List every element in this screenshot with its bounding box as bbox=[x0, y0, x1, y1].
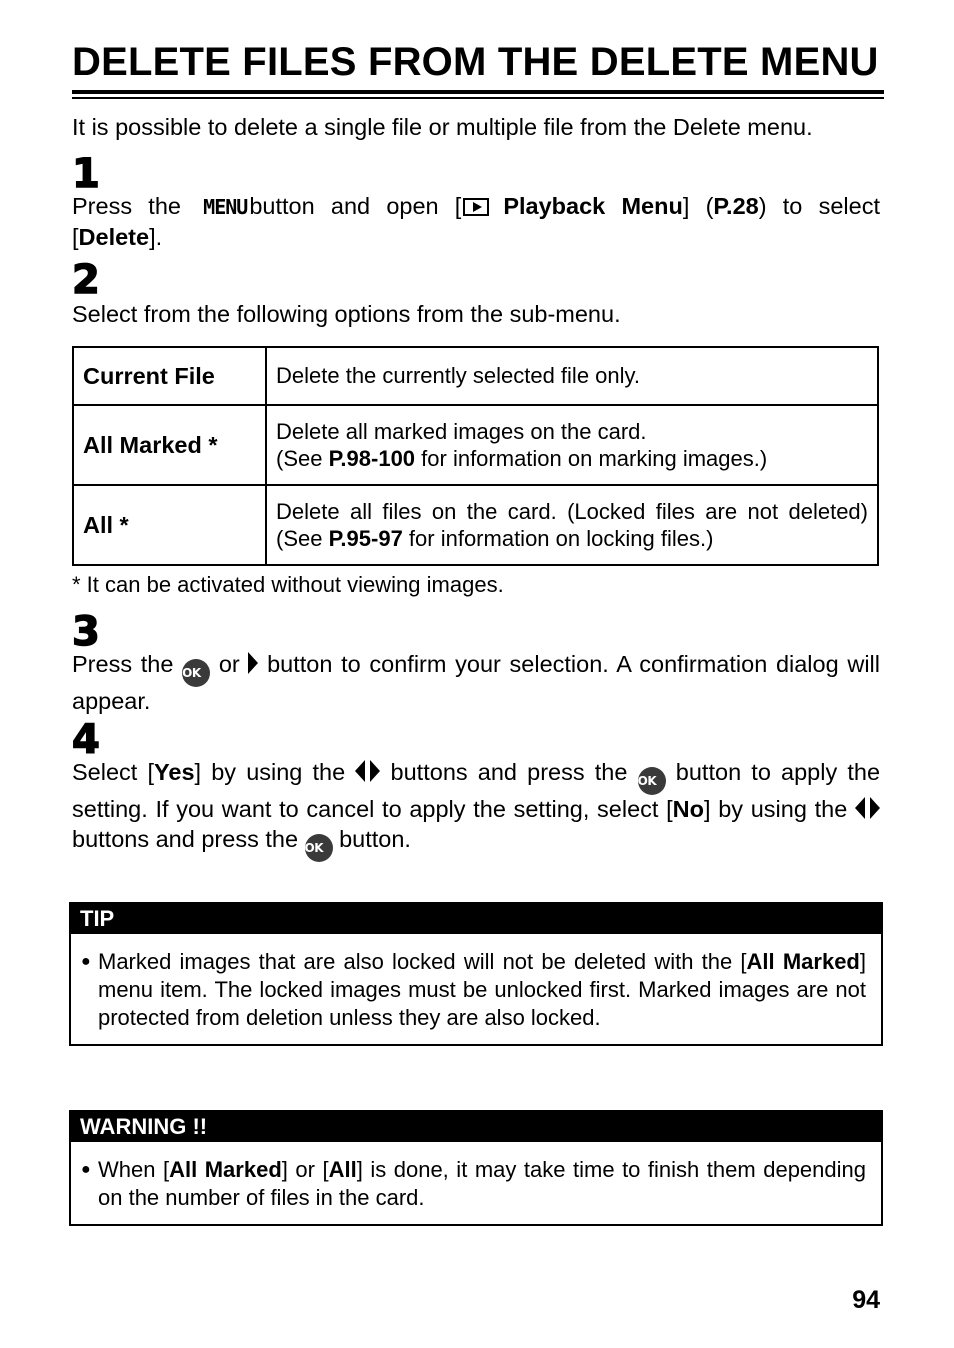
left-arrow-icon bbox=[355, 760, 365, 782]
step-4-text-f: buttons and press the bbox=[72, 825, 299, 852]
tip-text-bold: All Marked bbox=[746, 949, 860, 974]
step-4-text bbox=[72, 758, 880, 862]
warning-header: WARNING !! bbox=[71, 1112, 881, 1142]
option-name: All * bbox=[73, 485, 266, 565]
footnote: * It can be activated without viewing images. bbox=[72, 572, 504, 597]
bullet-icon: ● bbox=[81, 1161, 91, 1178]
warning-text-bold-1: All Marked bbox=[169, 1157, 282, 1182]
left-arrow-icon bbox=[855, 797, 865, 819]
option-desc bbox=[266, 485, 878, 565]
tip-box bbox=[69, 902, 883, 1046]
title-underline-thin bbox=[72, 97, 884, 99]
step-3-text bbox=[72, 650, 880, 717]
step-4-number: 4 bbox=[72, 717, 98, 763]
step-1-text-a: Press the bbox=[72, 193, 181, 219]
yes-label: Yes bbox=[154, 759, 195, 785]
option-name: All Marked * bbox=[73, 405, 266, 485]
warning-text-d: ] is done, it may take time to finish them depending on the number of files in the card. bbox=[98, 1157, 866, 1210]
step-1-text-e: ]. bbox=[149, 223, 163, 250]
ok-button-icon: OK bbox=[305, 834, 333, 862]
step-2-text: Select from the following options from the sub-menu. bbox=[72, 301, 621, 327]
step-4-text-b: ] by using the bbox=[194, 759, 346, 785]
page-title: DELETE FILES FROM THE DELETE MENU bbox=[72, 40, 879, 84]
table-row bbox=[73, 405, 878, 485]
tip-text bbox=[98, 948, 866, 1032]
step-1-text-d: ) to select [ bbox=[72, 193, 880, 250]
step-3-number: 3 bbox=[72, 609, 98, 655]
tip-header: TIP bbox=[71, 904, 881, 934]
option-desc-line: Delete all marked images on the card. bbox=[276, 418, 647, 444]
warning-text-bold-2: All bbox=[328, 1157, 357, 1182]
table-row bbox=[73, 485, 878, 565]
warning-box bbox=[69, 1110, 883, 1226]
playback-icon bbox=[463, 198, 489, 216]
step-2-number: 2 bbox=[72, 257, 98, 303]
intro-text: It is possible to delete a single file or multiple file from the Delete menu. bbox=[72, 114, 813, 140]
step-1-text-c: ] ( bbox=[682, 193, 714, 219]
ok-button-icon: OK bbox=[638, 767, 666, 795]
option-desc-post: for information on locking files.) bbox=[402, 526, 714, 551]
page-ref-p95-97: P.95-97 bbox=[328, 526, 403, 551]
page-ref-p28: P.28 bbox=[713, 193, 759, 219]
option-name: Current File bbox=[73, 347, 266, 405]
delete-item-label: Delete bbox=[78, 223, 150, 250]
tip-text-post: ] menu item. The locked images must be unlocked first. Marked images are not protected from deletion unless they are also locked. bbox=[98, 949, 867, 1030]
page-number: 94 bbox=[852, 1286, 880, 1314]
step-3-text-a: Press the bbox=[72, 651, 174, 677]
warning-body bbox=[71, 1142, 881, 1224]
step-1-text-b: button and open [ bbox=[249, 193, 462, 219]
step-3-text-b: or bbox=[218, 651, 240, 677]
title-underline bbox=[72, 90, 884, 94]
bullet-icon: ● bbox=[81, 953, 91, 970]
option-desc-post: for information on marking images.) bbox=[415, 446, 768, 471]
tip-body bbox=[71, 934, 881, 1044]
no-label: No bbox=[672, 796, 704, 822]
step-4-text-d: button to apply the setting. If you want to cancel to apply the setting, select [ bbox=[72, 759, 881, 822]
right-arrow-icon bbox=[248, 652, 258, 674]
step-4-text-a: Select [ bbox=[72, 759, 154, 785]
step-4-text-g: button. bbox=[339, 825, 411, 852]
playback-menu-label: Playback Menu bbox=[503, 193, 683, 219]
left-right-arrows-icon bbox=[355, 758, 380, 788]
warning-text-c: ] or [ bbox=[281, 1157, 329, 1182]
step-4-text-c: buttons and press the bbox=[390, 759, 628, 785]
options-table bbox=[72, 346, 879, 566]
step-1-number: 1 bbox=[72, 151, 98, 197]
step-3-text-c: button to confirm your selection. A confirmation dialog will appear. bbox=[72, 651, 880, 714]
step-1-text bbox=[72, 192, 880, 252]
option-desc-pre: Delete all files on the card. (Locked files are not deleted) (See bbox=[276, 498, 868, 551]
table-row bbox=[73, 347, 878, 405]
right-arrow-icon bbox=[870, 797, 880, 819]
option-desc bbox=[266, 405, 878, 485]
warning-text-a: When [ bbox=[98, 1157, 170, 1182]
page-ref-p98-100: P.98-100 bbox=[328, 446, 416, 471]
right-arrow-icon bbox=[370, 760, 380, 782]
step-4-text-e: ] by using the bbox=[704, 796, 848, 822]
option-desc: Delete the currently selected file only. bbox=[266, 347, 878, 405]
warning-text bbox=[98, 1156, 866, 1212]
ok-button-icon: OK bbox=[182, 659, 210, 687]
option-desc-pre: (See bbox=[276, 446, 329, 471]
tip-text-pre: Marked images that are also locked will not be deleted with the [ bbox=[98, 949, 747, 974]
left-right-arrows-icon bbox=[855, 795, 880, 825]
menu-button-icon: MENU bbox=[203, 195, 248, 219]
